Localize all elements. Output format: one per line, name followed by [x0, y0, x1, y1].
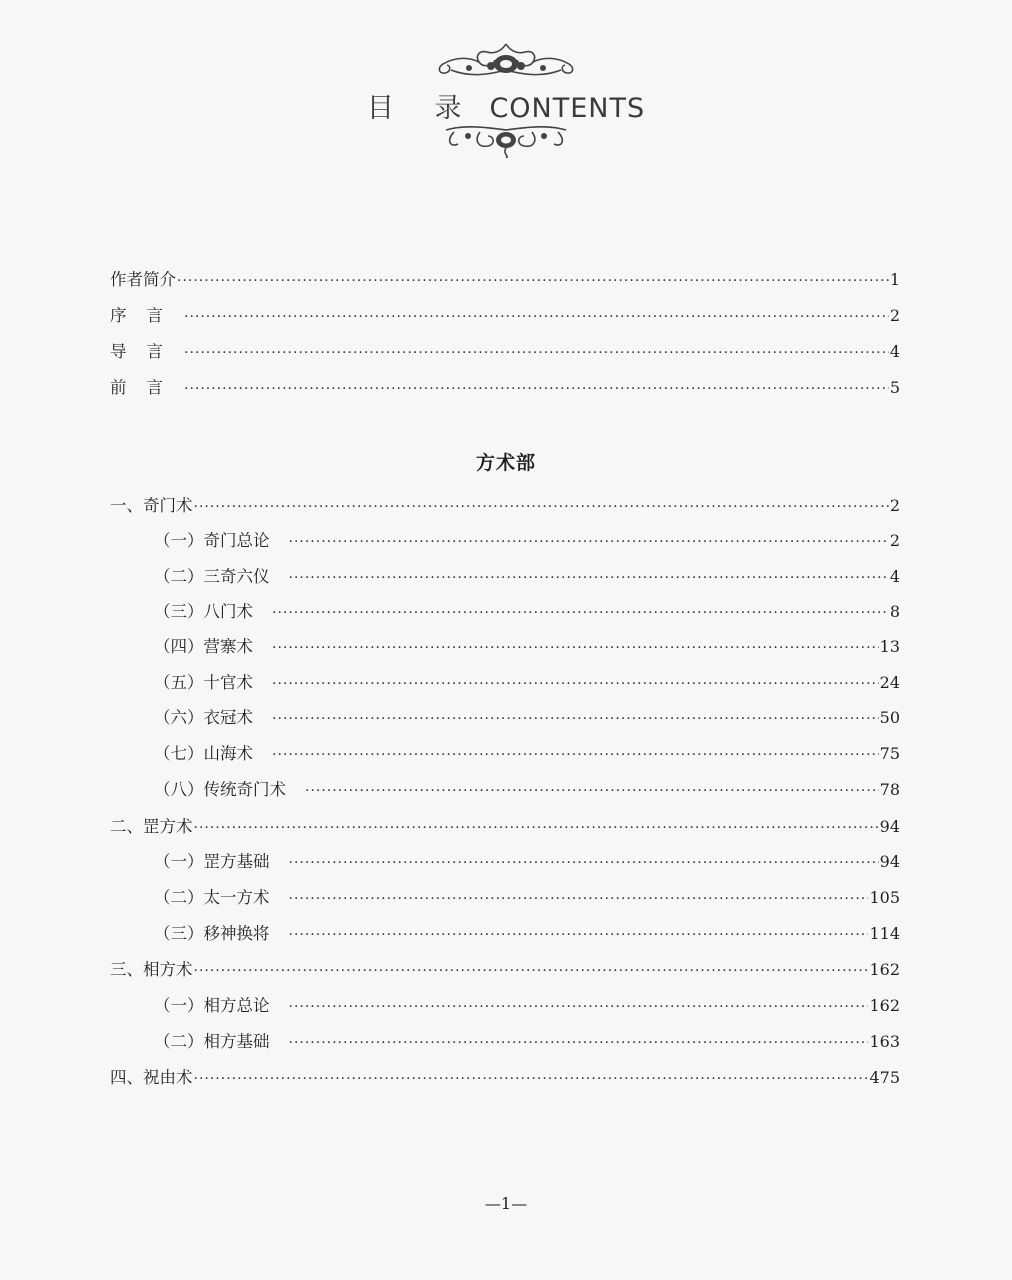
toc-entry-label: 一、奇门术 — [110, 496, 193, 515]
toc-entry-page: 94 — [879, 852, 900, 871]
toc-chapter[interactable] — [110, 813, 900, 837]
toc-entry-page: 75 — [879, 744, 900, 763]
toc-entry[interactable] — [110, 374, 900, 398]
toc-entry-page: 162 — [869, 996, 900, 1015]
toc-subentry[interactable] — [110, 920, 900, 944]
toc-entry-page: 162 — [869, 960, 900, 979]
section-title: 方术部 — [475, 452, 536, 474]
ornament-bottom-icon — [436, 120, 576, 158]
toc-entry-label: 三、相方术 — [110, 960, 193, 979]
toc-entry-label: （二）太一方术 — [154, 888, 270, 907]
toc-entry-label: （一）相方总论 — [154, 996, 270, 1015]
leader-dots — [272, 605, 889, 621]
toc-entry-page: 78 — [879, 780, 900, 799]
toc-entry-label: 作者简介 — [110, 270, 176, 289]
leader-dots — [289, 570, 889, 586]
leader-dots — [194, 820, 879, 836]
toc-entry-page: 2 — [889, 496, 900, 515]
toc-entry[interactable] — [110, 266, 900, 290]
toc-entry-page: 475 — [869, 1068, 900, 1087]
leader-dots — [272, 676, 879, 692]
toc-entry-page: 13 — [879, 637, 900, 656]
toc-subentry[interactable] — [110, 740, 900, 764]
toc-subentry[interactable] — [110, 669, 900, 693]
leader-dots — [184, 309, 889, 325]
toc-entry-label: （三）八门术 — [154, 602, 253, 621]
leader-dots — [272, 711, 879, 727]
toc-subentry[interactable] — [110, 776, 900, 800]
toc-entry-page: 50 — [879, 708, 900, 727]
toc-subentry[interactable] — [110, 884, 900, 908]
toc-subentry[interactable] — [110, 633, 900, 657]
toc-entry-page: 5 — [889, 378, 900, 397]
toc-entry-label: （二）相方基础 — [154, 1032, 270, 1051]
toc-entry-page: 1 — [889, 270, 900, 289]
toc-subentry[interactable] — [110, 1028, 900, 1052]
toc-subentry[interactable] — [110, 848, 900, 872]
toc-chapter[interactable] — [110, 1064, 900, 1088]
toc-entry-label: （八）传统奇门术 — [154, 780, 286, 799]
leader-dots — [289, 534, 889, 550]
toc-chapter[interactable] — [110, 492, 900, 516]
toc-entry-label: 前言 — [110, 378, 183, 397]
toc-entry-label: （二）三奇六仪 — [154, 567, 270, 586]
toc-subentry[interactable] — [110, 563, 900, 587]
toc-entry-page: 163 — [869, 1032, 900, 1051]
toc-subentry[interactable] — [110, 598, 900, 622]
toc-entry-page: 8 — [889, 602, 900, 621]
toc-entry-label: （七）山海术 — [154, 744, 253, 763]
toc-entry-label: 四、祝由术 — [110, 1068, 193, 1087]
leader-dots — [194, 1071, 869, 1087]
leader-dots — [184, 345, 889, 361]
title-chinese: 目 录 — [366, 93, 478, 124]
toc-subentry[interactable] — [110, 527, 900, 551]
leader-dots — [289, 855, 879, 871]
toc-entry-page: 2 — [889, 531, 900, 550]
leader-dots — [289, 891, 869, 907]
toc-entry-label: 导言 — [110, 342, 183, 361]
toc-entry-label: （五）十官术 — [154, 673, 253, 692]
toc-subentry[interactable] — [110, 992, 900, 1016]
leader-dots — [194, 963, 869, 979]
toc-entry-page: 24 — [879, 673, 900, 692]
leader-dots — [272, 747, 879, 763]
leader-dots — [177, 273, 889, 289]
toc-entry-page: 94 — [879, 817, 900, 836]
leader-dots — [194, 499, 889, 515]
leader-dots — [305, 783, 879, 799]
toc-entry[interactable] — [110, 302, 900, 326]
toc-entry-page: 4 — [889, 342, 900, 361]
toc-entry-page: 114 — [869, 924, 900, 943]
toc-entry-label: （六）衣冠术 — [154, 708, 253, 727]
toc-entry-label: （一）奇门总论 — [154, 531, 270, 550]
toc-entry-label: （四）营寨术 — [154, 637, 253, 656]
toc-entry-page: 105 — [869, 888, 900, 907]
toc-entry-label: （三）移神换将 — [154, 924, 270, 943]
leader-dots — [289, 1035, 869, 1051]
page-number: —1— — [484, 1194, 528, 1213]
toc-entry[interactable] — [110, 338, 900, 362]
leader-dots — [184, 381, 889, 397]
toc-entry-label: （一）罡方基础 — [154, 852, 270, 871]
leader-dots — [272, 640, 879, 656]
ornament-top-icon — [431, 40, 581, 82]
toc-entry-label: 序言 — [110, 306, 183, 325]
toc-entry-page: 4 — [889, 567, 900, 586]
leader-dots — [289, 927, 869, 943]
toc-subentry[interactable] — [110, 704, 900, 728]
toc-entry-label: 二、罡方术 — [110, 817, 193, 836]
toc-entry-page: 2 — [889, 306, 900, 325]
title-english: CONTENTS — [489, 93, 646, 124]
leader-dots — [289, 999, 869, 1015]
toc-chapter[interactable] — [110, 956, 900, 980]
